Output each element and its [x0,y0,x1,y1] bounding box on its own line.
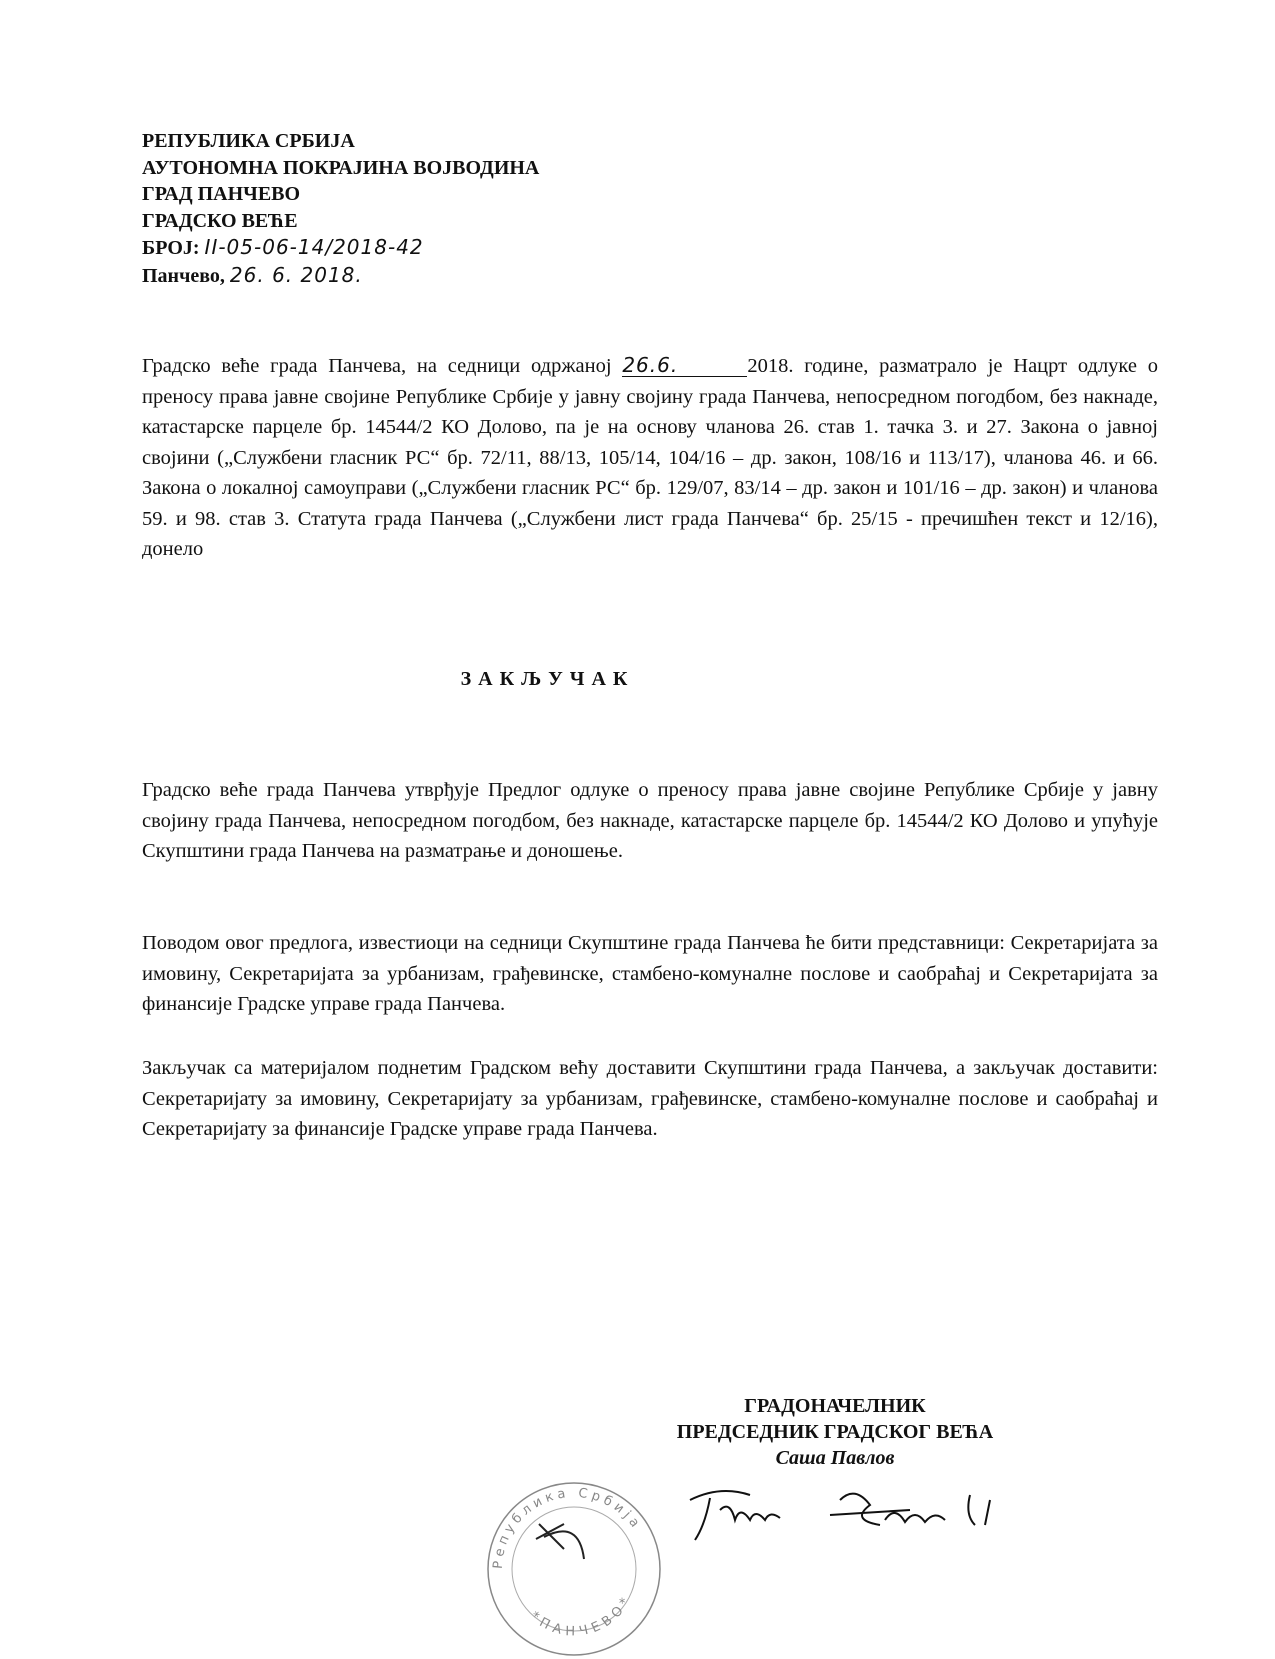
handwritten-signature [680,1480,1040,1550]
intro-paragraph [142,351,1158,565]
document-header [142,128,539,289]
session-date: 26.6. [622,354,747,377]
signature-title-mayor: ГРАДОНАЧЕЛНИК [744,1395,926,1417]
number-value: II-05-06-14/2018-42 [204,235,424,259]
conclusion-paragraph-1: Градско веће града Панчева утврђује Предлог одлуке о преносу права јавне својине Републике Србије у јавну својину града Панчева, непосредном погодбом, без накнаде, катастарске парцеле бр. 14544/2 КО Долово и упућује Скупштини града Панчева на разматрање и доношење. [142,779,1158,862]
header-line-city: ГРАД ПАНЧЕВО [142,183,301,205]
conclusion-paragraph-2: Поводом овог предлога, известиоци на седници Скупштине града Панчева ће бити представници: Секретаријата за имовину, Секретаријата за урбанизам, грађевинске, стамбено-комуналне послове и саобраћај и Секретаријата за финансије Градске управе града Панчева. [142,932,1158,1015]
signature-title-president: ПРЕДСЕДНИК ГРАДСКОГ ВЕЋА [676,1421,994,1443]
conclusion-paragraph-3: Закључак са материјалом поднетим Градском већу доставити Скупштини града Панчева, а закључак доставити: Секретаријату за имовину, Секретаријату за урбанизам, грађевинске, стамбено-комуналне послове и саобраћај и Секретаријату за финансије Градске управе града Панчева. [142,1057,1158,1140]
place-label: Панчево, [142,264,225,287]
intro-before-date: Градско веће града Панчева, на седници одржаној [142,355,612,377]
header-line-republic: РЕПУБЛИКА СРБИЈА [142,130,355,152]
official-stamp [484,1479,664,1659]
number-label: БРОЈ: [142,237,200,259]
document-title: ЗАКЉУЧАК [460,668,635,690]
document-place-date [142,262,539,290]
date-value: 26. 6. 2018. [229,262,363,287]
svg-text:Република Србија: Република Србија [490,1485,645,1570]
signature-block [600,1393,1070,1471]
signatory-name: Саша Павлов [775,1447,895,1469]
header-line-council: ГРАДСКО ВЕЋЕ [142,209,298,232]
document-number [142,234,539,262]
svg-text:*ПАНЧЕВО*: *ПАНЧЕВО* [527,1591,636,1640]
header-line-province: АУТОНОМНА ПОКРАЈИНА ВОЈВОДИНА [142,156,540,179]
intro-after-date: 2018. године, разматрало је Нацрт одлуке о преносу права јавне својине Републике Србије у јавну својину града Панчева, непосредном погодбом, без накнаде, катастарске парцеле бр. 14544/2 КО Долово, па је на основу чланова 26. став 1. тачка 3. и 27. Закона о јавној својини („Службени гласник РС“ бр. 72/11, 88/13, 105/14, 104/16 – др. закон, 108/16 и 113/17), чланова 46. и 66. Закона о локалној самоуправи („Службени гласник РС“ бр. 129/07, 83/14 – др. закон и 101/16 – др. закон) и чланова 59. и 98. став 3. Статута града Панчева („Службени лист града Панчева“ бр. 25/15 - пречишћен текст и 12/16), донело [142,355,1158,560]
